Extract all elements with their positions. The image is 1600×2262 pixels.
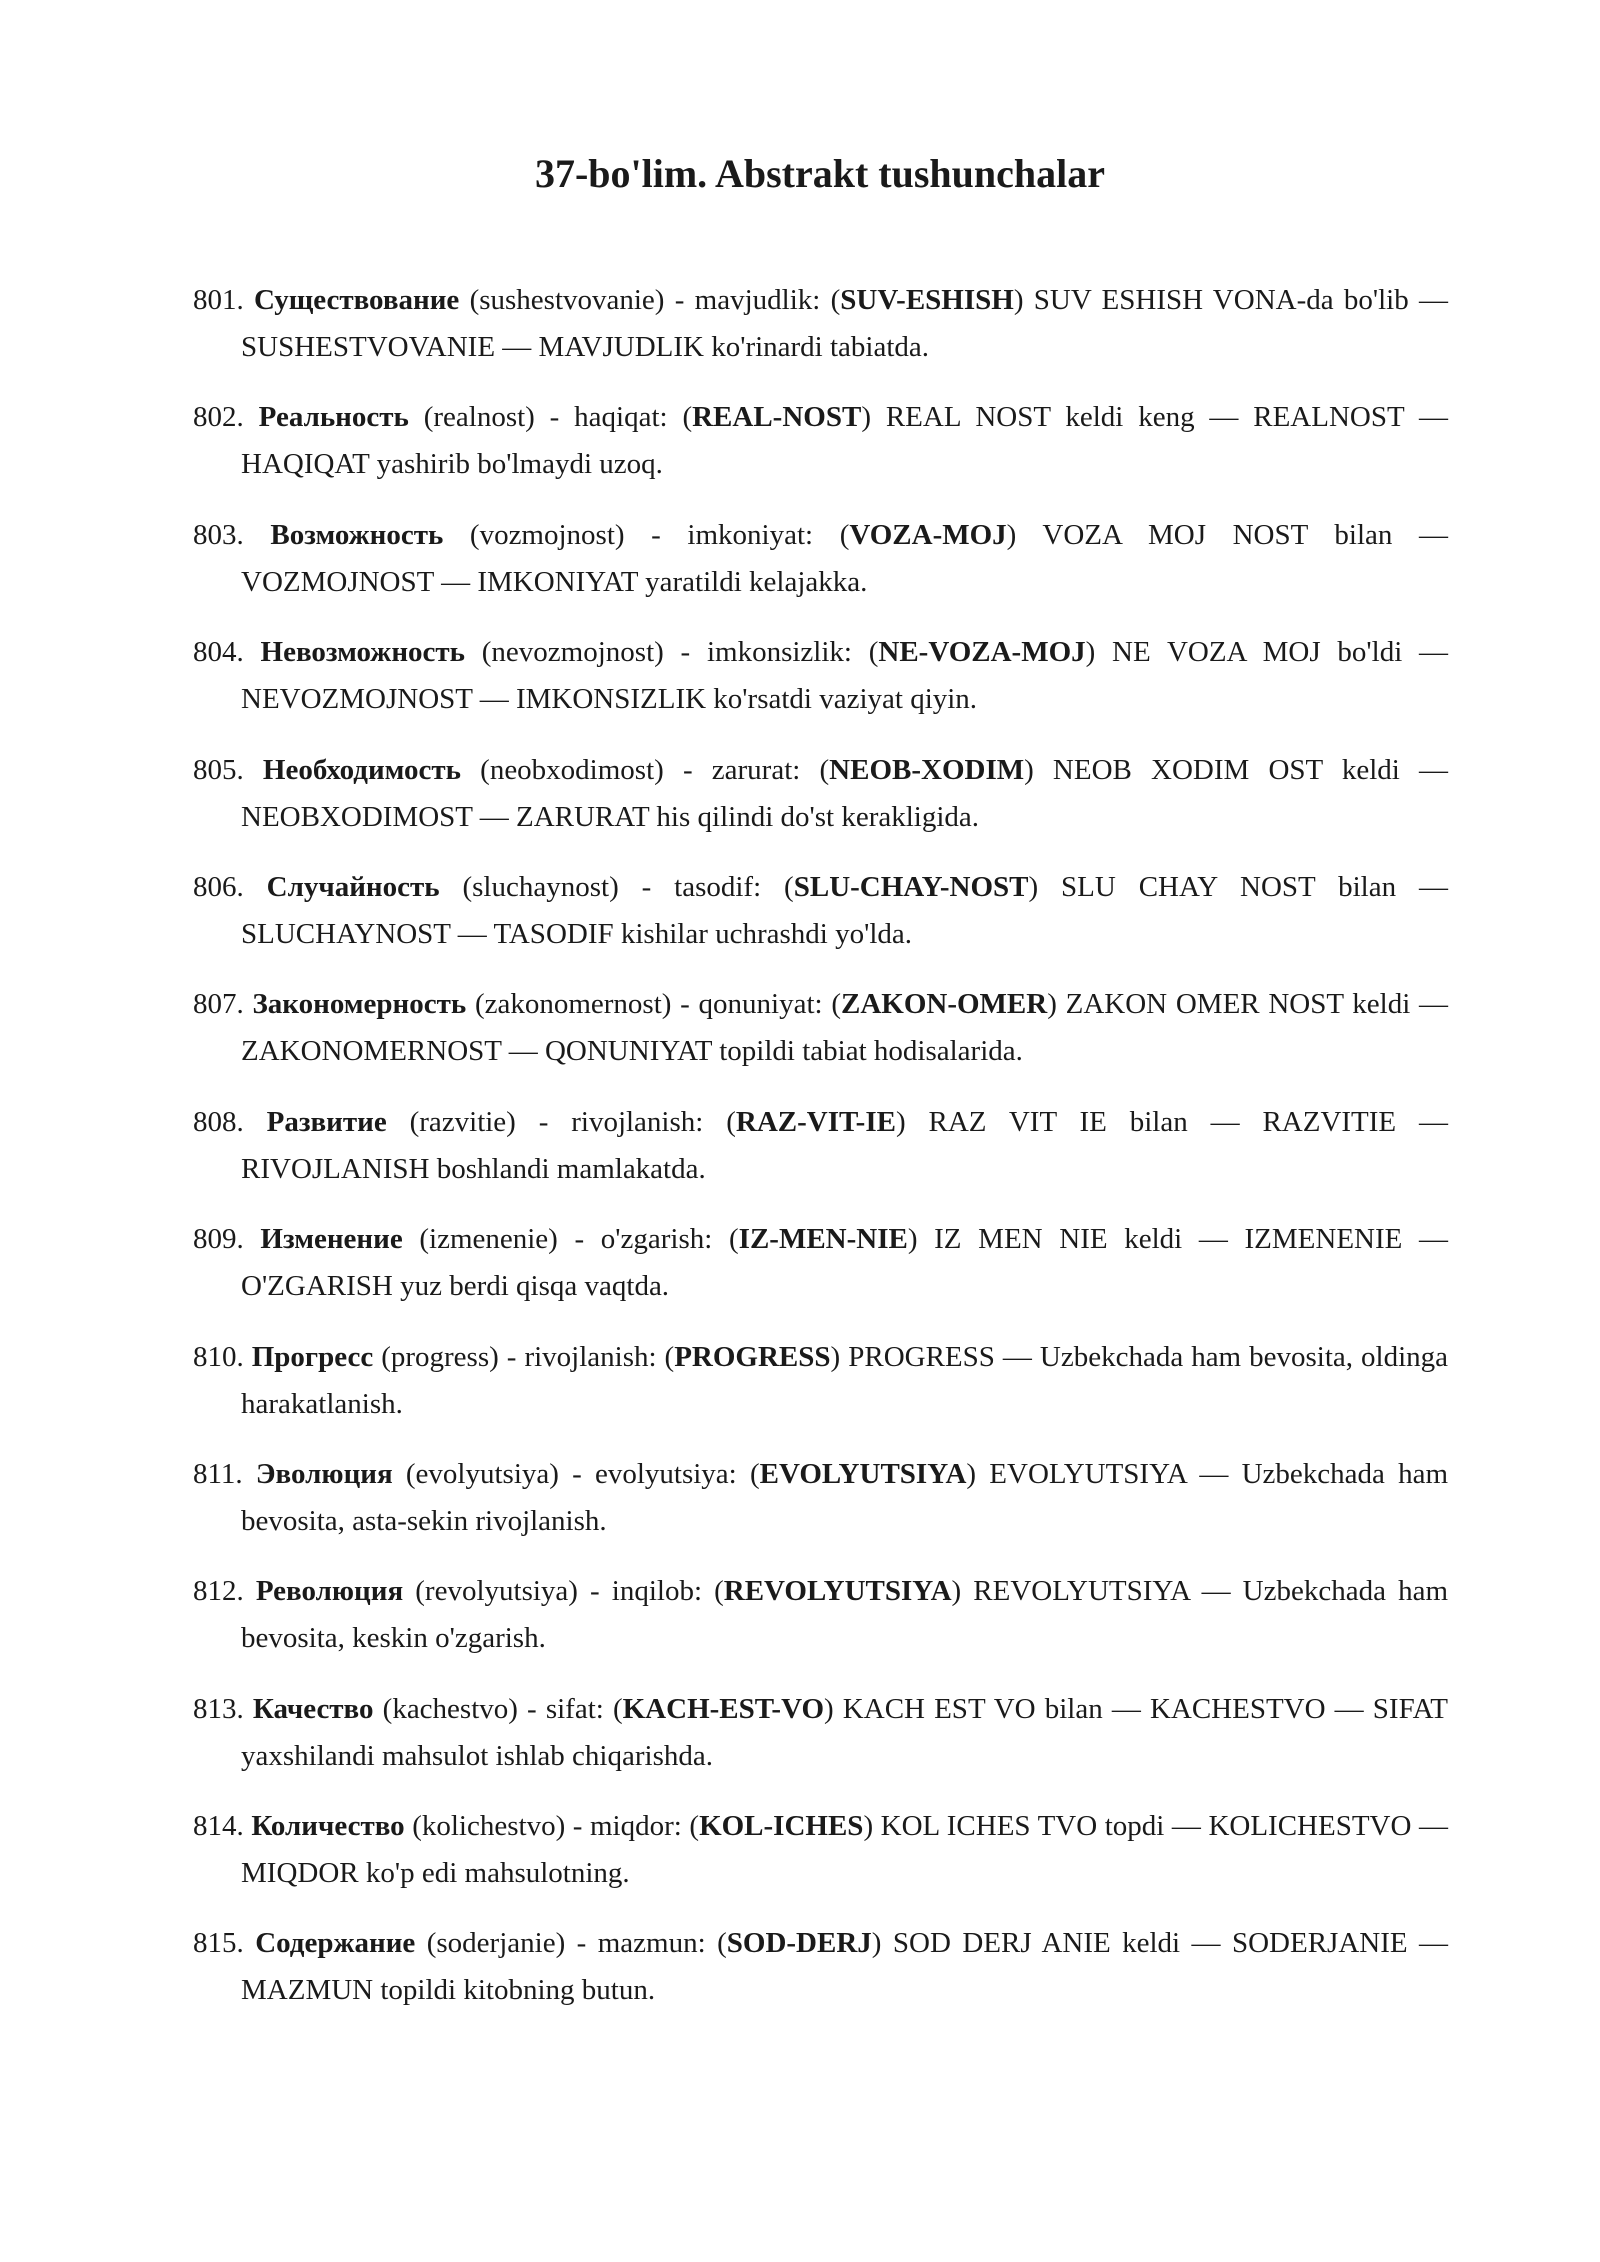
mnemonic-key: REAL-NOST: [692, 401, 862, 434]
mnemonic-key: NEOB-XODIM: [829, 753, 1025, 786]
mnemonic-key: ZAKON-OMER: [841, 988, 1048, 1021]
mnemonic-sentence: SUV ESHISH VONA-da bo'lib — SUSHESTVOVANIE — MAVJUDLIK ko'rinardi tabiatda.: [241, 284, 1449, 363]
vocabulary-entry: 814. Количество (kolichestvo) - miqdor: (KOL-ICHES) KOL ICHES TVO topdi — KOLICHESTVO — MIQDOR ko'p edi mahsulotning.: [193, 1810, 1448, 1890]
mnemonic-sentence: KOL ICHES TVO topdi — KOLICHESTVO — MIQDOR ko'p edi mahsulotning.: [241, 1810, 1448, 1890]
mnemonic-sentence: IZ MEN NIE keldi — IZMENENIE — O'ZGARISH yuz berdi qisqa vaqtda.: [241, 1223, 1449, 1303]
mnemonic-sentence: VOZA MOJ NOST bilan — VOZMOJNOST — IMKONIYAT yaratildi kelajakka.: [241, 518, 1448, 598]
vocabulary-entry: 810. Прогресс (progress) - rivojlanish: (PROGRESS) PROGRESS — Uzbekchada ham bevosita, oldinga harakatlanish.: [193, 1340, 1448, 1420]
entry-number: 811.: [193, 1457, 243, 1490]
vocabulary-entry: 803. Возможность (vozmojnost) - imkoniyat: (VOZA-MOJ) VOZA MOJ NOST bilan — VOZMOJNOST — IMKONIYAT yaratildi kelajakka.: [193, 518, 1448, 598]
uzbek-meaning: - imkonsizlik:: [663, 636, 869, 669]
mnemonic-sentence: PROGRESS — Uzbekchada ham bevosita, oldinga harakatlanish.: [241, 1340, 1448, 1420]
transliteration: (zakonomernost): [474, 988, 672, 1021]
russian-word: Содержание: [255, 1927, 416, 1960]
mnemonic-key: EVOLYUTSIYA: [759, 1457, 967, 1490]
russian-word: Необходимость: [262, 753, 461, 786]
entry-number: 813.: [193, 1692, 244, 1725]
vocabulary-entry: 813. Качество (kachestvo) - sifat: (KACH-EST-VO) KACH EST VO bilan — KACHESTVO — SIFAT yaxshilandi mahsulot ishlab chiqarishda.: [193, 1692, 1449, 1772]
mnemonic-key: VOZA-MOJ: [849, 518, 1007, 551]
section-title: 37-bo'lim. Abstrakt tushunchalar: [534, 151, 1106, 196]
entry-number: 809.: [193, 1223, 244, 1256]
uzbek-meaning: - rivojlanish:: [515, 1105, 727, 1138]
uzbek-meaning: - zarurat:: [663, 753, 820, 786]
russian-word: Реальность: [258, 401, 409, 434]
transliteration: (progress): [381, 1340, 499, 1373]
russian-word: Возможность: [270, 518, 444, 551]
russian-word: Развитие: [266, 1105, 387, 1138]
transliteration: (sluchaynost): [462, 870, 619, 903]
mnemonic-key: IZ-MEN-NIE: [738, 1223, 908, 1256]
entry-number: 808.: [193, 1105, 244, 1138]
uzbek-meaning: - imkoniyat:: [624, 518, 840, 551]
entry-number: 801.: [193, 284, 244, 316]
russian-word: Закономерность: [252, 988, 467, 1021]
mnemonic-sentence: REAL NOST keldi keng — REALNOST — HAQIQAT yashirib bo'lmaydi uzoq.: [241, 401, 1449, 481]
transliteration: (realnost): [423, 401, 535, 434]
mnemonic-sentence: SLU CHAY NOST bilan — SLUCHAYNOST — TASODIF kishilar uchrashdi yo'lda.: [241, 870, 1448, 950]
entry-number: 804.: [193, 636, 244, 669]
uzbek-meaning: - o'zgarish:: [557, 1223, 729, 1256]
mnemonic-key: NE-VOZA-MOJ: [878, 636, 1086, 669]
entry-number: 806.: [193, 870, 244, 903]
uzbek-meaning: - tasodif:: [618, 870, 785, 903]
vocabulary-entry: 806. Случайность (sluchaynost) - tasodif: (SLU-CHAY-NOST) SLU CHAY NOST bilan — SLUCHAYNOST — TASODIF kishilar uchrashdi yo'lda.: [193, 870, 1448, 950]
uzbek-meaning: - sifat:: [517, 1692, 613, 1725]
mnemonic-sentence: NE VOZA MOJ bo'ldi — NEVOZMOJNOST — IMKONSIZLIK ko'rsatdi vaziyat qiyin.: [241, 636, 1449, 716]
transliteration: (revolyutsiya): [415, 1575, 578, 1608]
uzbek-meaning: - qonuniyat:: [671, 988, 832, 1021]
entry-number: 805.: [193, 753, 244, 786]
entry-number: 812.: [193, 1575, 244, 1608]
mnemonic-key: SUV-ESHISH: [840, 284, 1014, 316]
mnemonic-sentence: SOD DERJ ANIE keldi — SODERJANIE — MAZMUN topildi kitobning butun.: [241, 1927, 1449, 2007]
entry-number: 803.: [193, 518, 244, 551]
vocabulary-entry: 804. Невозможность (nevozmojnost) - imkonsizlik: (NE-VOZA-MOJ) NE VOZA MOJ bo'ldi — NEVOZMOJNOST — IMKONSIZLIK ko'rsatdi vaziyat qiyin.: [193, 636, 1449, 716]
russian-word: Качество: [252, 1692, 374, 1725]
uzbek-meaning: - miqdor:: [565, 1810, 690, 1843]
vocabulary-entry: 809. Изменение (izmenenie) - o'zgarish: (IZ-MEN-NIE) IZ MEN NIE keldi — IZMENENIE — O'ZGARISH yuz berdi qisqa vaqtda.: [193, 1223, 1449, 1303]
vocabulary-list: [193, 277, 1448, 2038]
vocabulary-entry: 802. Реальность (realnost) - haqiqat: (REAL-NOST) REAL NOST keldi keng — REALNOST — HAQIQAT yashirib bo'lmaydi uzoq.: [193, 401, 1449, 481]
vocabulary-entry: 815. Содержание (soderjanie) - mazmun: (SOD-DERJ) SOD DERJ ANIE keldi — SODERJANIE — MAZMUN topildi kitobning butun.: [193, 1927, 1449, 2007]
uzbek-meaning: - haqiqat:: [534, 401, 683, 434]
vocabulary-entry: 807. Закономерность (zakonomernost) - qonuniyat: (ZAKON-OMER) ZAKON OMER NOST keldi — ZAKONOMERNOST — QONUNIYAT topildi tabiat hodisalarida.: [193, 988, 1449, 1068]
russian-word: Революция: [255, 1575, 404, 1608]
transliteration: (vozmojnost): [469, 518, 625, 551]
mnemonic-sentence: ZAKON OMER NOST keldi — ZAKONOMERNOST — QONUNIYAT topildi tabiat hodisalarida.: [241, 988, 1449, 1068]
mnemonic-key: SOD-DERJ: [726, 1927, 872, 1960]
transliteration: (evolyutsiya): [405, 1457, 559, 1490]
mnemonic-key: KOL-ICHES: [699, 1810, 864, 1843]
mnemonic-key: REVOLYUTSIYA: [723, 1575, 952, 1608]
transliteration: (kolichestvo): [412, 1810, 566, 1843]
vocabulary-entry: 811. Эволюция (evolyutsiya) - evolyutsiya: (EVOLYUTSIYA) EVOLYUTSIYA — Uzbekchada ham bevosita, asta-sekin rivojlanish.: [193, 1457, 1448, 1537]
mnemonic-sentence: KACH EST VO bilan — KACHESTVO — SIFAT yaxshilandi mahsulot ishlab chiqarishda.: [241, 1692, 1449, 1772]
uzbek-meaning: - mavjudlik:: [664, 284, 831, 316]
russian-word: Количество: [251, 1810, 405, 1843]
mnemonic-key: PROGRESS: [674, 1340, 831, 1373]
transliteration: (neobxodimost): [480, 753, 664, 786]
russian-word: Случайность: [266, 870, 440, 903]
vocabulary-entry: 808. Развитие (razvitie) - rivojlanish: (RAZ-VIT-IE) RAZ VIT IE bilan — RAZVITIE — RIVOJLANISH boshlandi mamlakatda.: [193, 1105, 1449, 1185]
vocabulary-entry: 805. Необходимость (neobxodimost) - zarurat: (NEOB-XODIM) NEOB XODIM OST keldi — NEOBXODIMOST — ZARURAT his qilindi do'st kerakligida.: [193, 753, 1449, 833]
transliteration: (soderjanie): [426, 1927, 566, 1960]
uzbek-meaning: - evolyutsiya:: [558, 1457, 750, 1490]
uzbek-meaning: - rivojlanish:: [498, 1340, 665, 1373]
entry-number: 815.: [193, 1927, 244, 1960]
mnemonic-key: KACH-EST-VO: [622, 1692, 825, 1725]
transliteration: (izmenenie): [419, 1223, 558, 1256]
mnemonic-sentence: NEOB XODIM OST keldi — NEOBXODIMOST — ZARURAT his qilindi do'st kerakligida.: [241, 753, 1449, 833]
transliteration: (sushestvovanie): [469, 284, 665, 316]
russian-word: Невозможность: [260, 636, 465, 669]
entry-number: 807.: [193, 988, 244, 1021]
uzbek-meaning: - inqilob:: [577, 1575, 715, 1608]
russian-word: Эволюция: [255, 1457, 393, 1490]
russian-word: Существование: [254, 284, 460, 316]
transliteration: (kachestvo): [382, 1692, 518, 1725]
entry-number: 810.: [193, 1340, 244, 1373]
mnemonic-key: SLU-CHAY-NOST: [793, 870, 1029, 903]
vocabulary-entry: 801. Существование (sushestvovanie) - mavjudlik: (SUV-ESHISH) SUV ESHISH VONA-da bo'lib — SUSHESTVOVANIE — MAVJUDLIK ko'rinardi tabiatda.: [193, 284, 1449, 363]
russian-word: Изменение: [260, 1223, 403, 1256]
mnemonic-sentence: RAZ VIT IE bilan — RAZVITIE — RIVOJLANISH boshlandi mamlakatda.: [241, 1105, 1449, 1185]
vocabulary-entry: 812. Революция (revolyutsiya) - inqilob: (REVOLYUTSIYA) REVOLYUTSIYA — Uzbekchada ham bevosita, keskin o'zgarish.: [193, 1575, 1448, 1655]
entry-number: 814.: [193, 1810, 244, 1843]
transliteration: (razvitie): [409, 1105, 516, 1138]
mnemonic-sentence: REVOLYUTSIYA — Uzbekchada ham bevosita, keskin o'zgarish.: [241, 1575, 1448, 1655]
uzbek-meaning: - mazmun:: [565, 1927, 718, 1960]
mnemonic-sentence: EVOLYUTSIYA — Uzbekchada ham bevosita, asta-sekin rivojlanish.: [241, 1457, 1448, 1537]
mnemonic-key: RAZ-VIT-IE: [735, 1105, 896, 1138]
transliteration: (nevozmojnost): [481, 636, 664, 669]
entry-number: 802.: [193, 401, 244, 434]
russian-word: Прогресс: [251, 1340, 374, 1373]
